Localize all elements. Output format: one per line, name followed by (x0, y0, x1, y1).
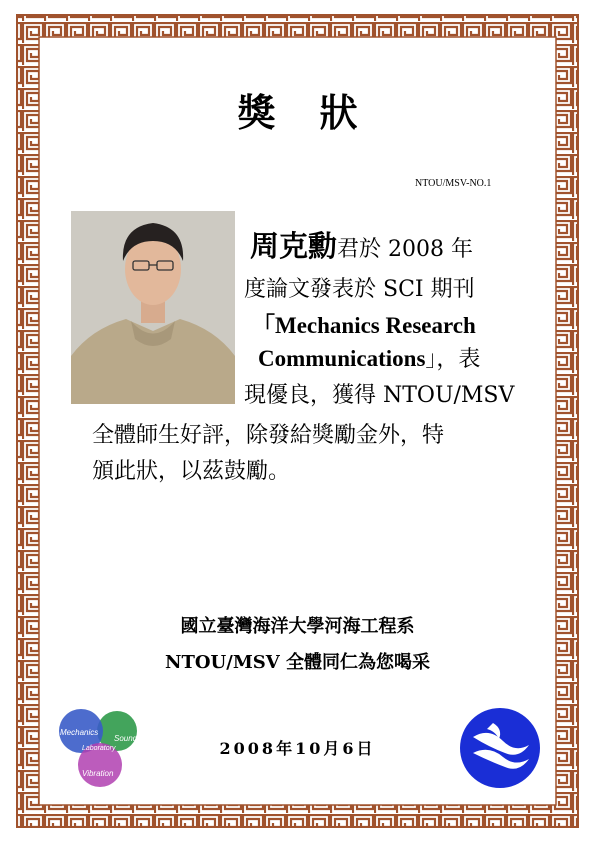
body-line-1 (250, 224, 473, 265)
msv-lab-logo (56, 709, 146, 789)
recipient-photo (71, 211, 235, 404)
ntou-emblem (459, 707, 541, 789)
lab-logo-vibration: Vibration (82, 769, 114, 778)
journal-name-part: Communications (258, 346, 426, 371)
lab-logo-laboratory: Laboratory (82, 745, 116, 752)
body-line-5: 現優良，獲得 NTOU/MSV (244, 383, 515, 408)
cheer-line: NTOU/MSV 全體同仁為您喝采 (165, 652, 430, 673)
body-line-7: 頒此狀，以茲鼓勵。 (92, 459, 291, 484)
recipient-name: 周克勳 (250, 229, 338, 263)
body-text: 」，表 (425, 347, 481, 372)
lab-logo-mechanics: Mechanics (60, 728, 99, 737)
body-line-3: 「Mechanics Research (252, 313, 476, 338)
certificate-number: NTOU/MSV-NO.1 (415, 178, 492, 189)
body-line-2: 度論文發表於 SCI 期刊 (244, 277, 475, 302)
department-name: 國立臺灣海洋大學河海工程系 (180, 616, 415, 637)
body-line-4 (258, 342, 480, 373)
certificate-title: 獎狀 (237, 90, 402, 135)
body-text: 君於 2008 年 (337, 237, 473, 262)
issue-date: 2008年10月6日 (219, 739, 376, 758)
body-line-6: 全體師生好評，除發給獎勵金外，特 (92, 423, 445, 448)
lab-logo-sound: Sound (114, 734, 138, 743)
